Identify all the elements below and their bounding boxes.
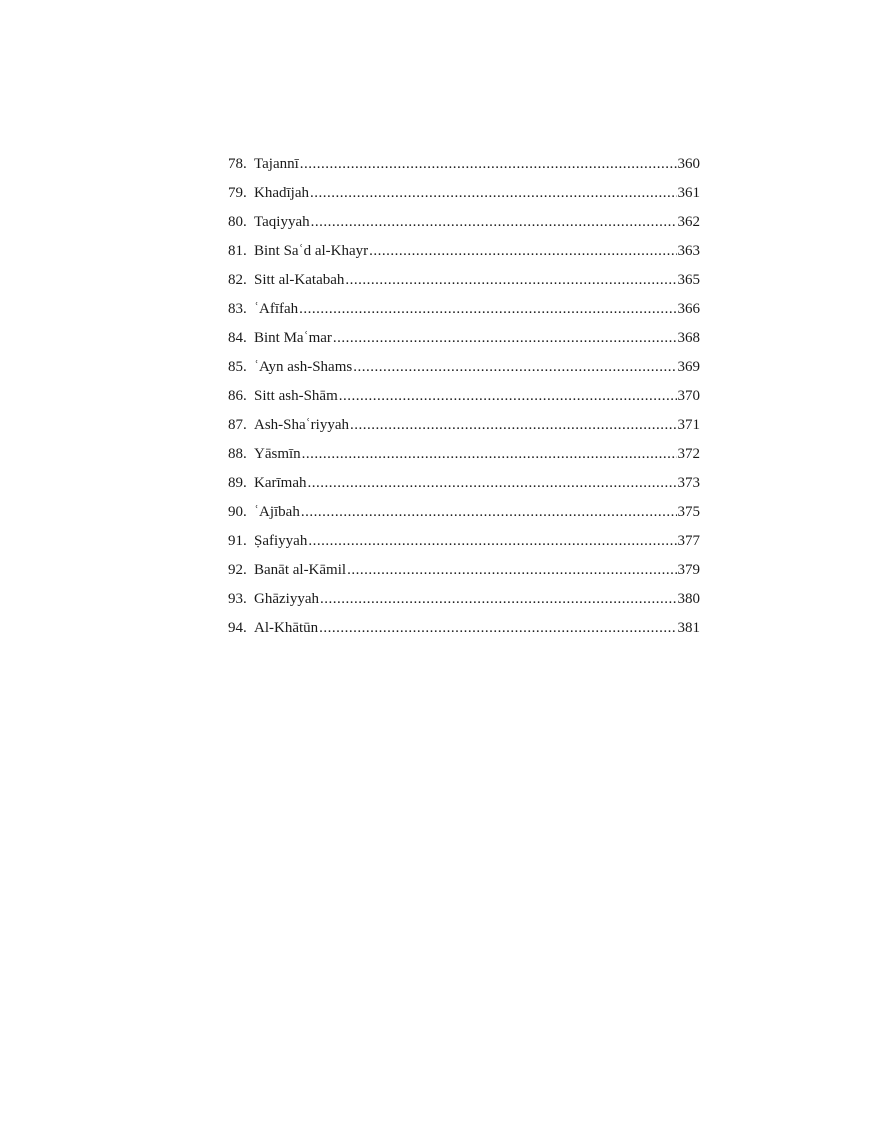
toc-entry[interactable]: [228, 357, 700, 386]
toc-entry-page: 381: [677, 620, 700, 636]
toc-entry-number: 81.: [228, 243, 247, 259]
toc-entry-number: 83.: [228, 301, 247, 317]
toc-entry-title: Banāt al-Kāmil: [254, 562, 347, 578]
toc-entry-page: 377: [677, 533, 700, 549]
toc-entry[interactable]: [228, 502, 700, 531]
toc-entry-page: 369: [677, 359, 700, 375]
toc-entry[interactable]: [228, 589, 700, 618]
toc-entry-number: 93.: [228, 591, 247, 607]
toc-entry-page: 373: [677, 475, 700, 491]
dot-leader: [307, 473, 676, 493]
toc-entry-title: Bint Saʿd al-Khayr: [254, 243, 369, 259]
dot-leader: [308, 531, 676, 551]
toc-entry-title: Ṣafiyyah: [254, 533, 308, 549]
table-of-contents: [228, 154, 700, 647]
toc-entry[interactable]: [228, 386, 700, 415]
toc-entry-page: 380: [677, 591, 700, 607]
toc-entry[interactable]: [228, 444, 700, 473]
toc-entry-page: 370: [677, 388, 700, 404]
toc-entry-number: 79.: [228, 185, 247, 201]
toc-entry-page: 365: [677, 272, 700, 288]
toc-entry[interactable]: [228, 531, 700, 560]
toc-entry-number: 87.: [228, 417, 247, 433]
toc-entry-number: 82.: [228, 272, 247, 288]
dot-leader: [310, 183, 677, 203]
toc-entry-title: ʿAyn ash-Shams: [254, 359, 353, 375]
dot-leader: [299, 299, 676, 319]
toc-entry-page: 361: [677, 185, 700, 201]
toc-entry-page: 375: [677, 504, 700, 520]
toc-entry-page: 363: [677, 243, 700, 259]
toc-entry-page: 368: [677, 330, 700, 346]
dot-leader: [311, 212, 677, 232]
toc-entry[interactable]: [228, 212, 700, 241]
toc-entry-number: 92.: [228, 562, 247, 578]
toc-entry-title: Taqiyyah: [254, 214, 310, 230]
toc-entry-title: Sitt ash-Shām: [254, 388, 338, 404]
toc-entry-title: Bint Maʿmar: [254, 330, 332, 346]
dot-leader: [339, 386, 677, 406]
toc-entry[interactable]: [228, 299, 700, 328]
dot-leader: [301, 502, 677, 522]
toc-entry-title: Al-Khātūn: [254, 620, 319, 636]
toc-entry-page: 362: [677, 214, 700, 230]
toc-entry-title: Karīmah: [254, 475, 307, 491]
toc-entry-page: 379: [677, 562, 700, 578]
toc-entry[interactable]: [228, 473, 700, 502]
toc-entry-number: 86.: [228, 388, 247, 404]
toc-entry-title: ʿAjībah: [254, 504, 300, 520]
toc-entry-number: 84.: [228, 330, 247, 346]
toc-entry-page: 371: [677, 417, 700, 433]
toc-entry-number: 80.: [228, 214, 247, 230]
dot-leader: [345, 270, 676, 290]
dot-leader: [350, 415, 677, 435]
toc-entry-title: Sitt al-Katabah: [254, 272, 345, 288]
dot-leader: [369, 241, 676, 261]
toc-entry-title: ʿAfīfah: [254, 301, 299, 317]
toc-entry[interactable]: [228, 415, 700, 444]
toc-entry[interactable]: [228, 328, 700, 357]
toc-entry-page: 372: [677, 446, 700, 462]
toc-entry[interactable]: [228, 560, 700, 589]
toc-entry-page: 360: [677, 156, 700, 172]
toc-entry[interactable]: [228, 241, 700, 270]
toc-entry-number: 94.: [228, 620, 247, 636]
dot-leader: [302, 444, 677, 464]
toc-entry-title: Ghāziyyah: [254, 591, 319, 607]
dot-leader: [300, 154, 677, 174]
dot-leader: [319, 618, 676, 638]
toc-entry[interactable]: [228, 618, 700, 647]
toc-entry-title: Ash-Shaʿriyyah: [254, 417, 349, 433]
dot-leader: [320, 589, 677, 609]
toc-entry-number: 89.: [228, 475, 247, 491]
toc-entry-title: Tajannī: [254, 156, 299, 172]
dot-leader: [347, 560, 676, 580]
toc-entry-number: 78.: [228, 156, 247, 172]
dot-leader: [333, 328, 677, 348]
toc-entry-title: Khadījah: [254, 185, 309, 201]
toc-entry-number: 85.: [228, 359, 247, 375]
toc-entry-title: Yāsmīn: [254, 446, 301, 462]
toc-entry-page: 366: [677, 301, 700, 317]
toc-entry-number: 90.: [228, 504, 247, 520]
toc-entry[interactable]: [228, 154, 700, 183]
toc-entry[interactable]: [228, 183, 700, 212]
toc-entry-number: 91.: [228, 533, 247, 549]
dot-leader: [353, 357, 676, 377]
toc-entry[interactable]: [228, 270, 700, 299]
toc-entry-number: 88.: [228, 446, 247, 462]
